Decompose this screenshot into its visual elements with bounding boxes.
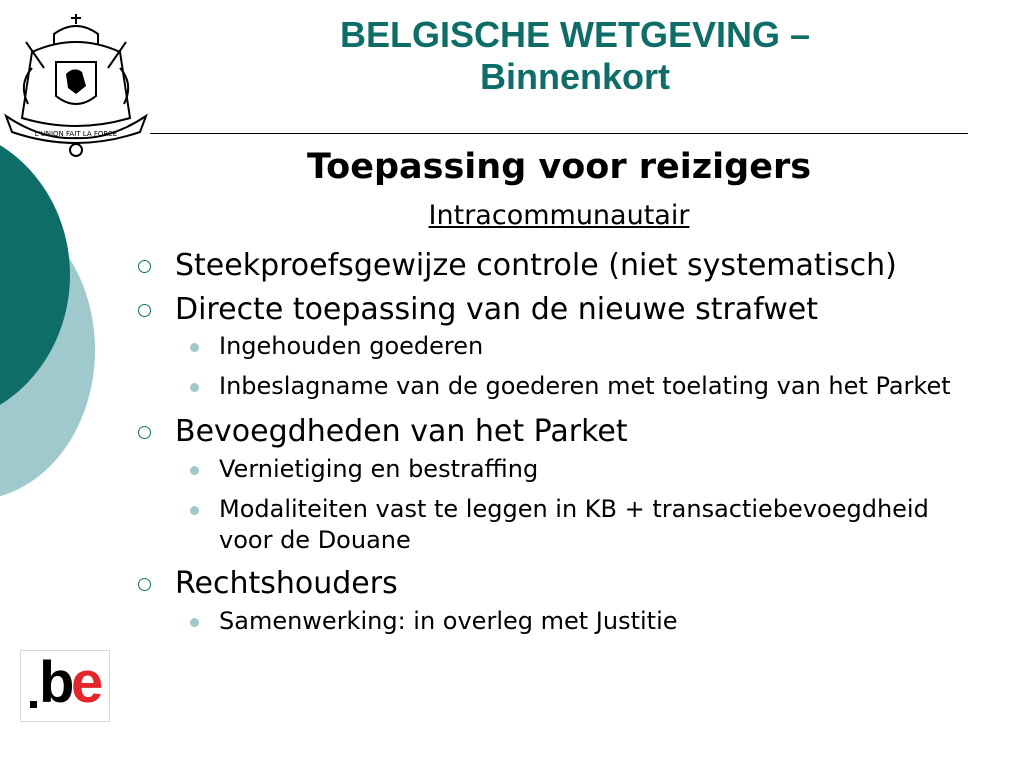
hollow-bullet-icon bbox=[138, 426, 151, 439]
sub-bullet-item bbox=[138, 606, 978, 637]
dot-bullet-icon bbox=[190, 466, 199, 475]
sub-bullet-item bbox=[138, 494, 978, 556]
bullet-item bbox=[138, 566, 978, 602]
sub-bullet-text: Samenwerking: in overleg met Justitie bbox=[219, 607, 678, 635]
bullet-text: Directe toepassing van de nieuwe strafwet bbox=[175, 292, 818, 327]
section-subheading: Intracommunautair bbox=[428, 200, 690, 231]
sub-bullet-text: Vernietiging en bestraffing bbox=[219, 455, 539, 483]
bullet-item bbox=[138, 248, 978, 284]
bullet-text: Bevoegdheden van het Parket bbox=[175, 414, 628, 449]
be-logo-e: e bbox=[71, 650, 104, 715]
bullet-text: Steekproefsgewijze controle (niet systematisch) bbox=[175, 248, 897, 283]
title-divider bbox=[150, 133, 968, 134]
hollow-bullet-icon bbox=[138, 304, 151, 317]
sub-bullet-item bbox=[138, 454, 978, 485]
sub-bullet-text: Ingehouden goederen bbox=[219, 332, 484, 360]
bullet-text: Rechtshouders bbox=[175, 566, 398, 601]
be-logo bbox=[20, 650, 110, 722]
dot-bullet-icon bbox=[190, 506, 199, 515]
be-logo-b: b bbox=[39, 650, 75, 715]
dot-bullet-icon bbox=[190, 618, 199, 627]
sub-bullet-item bbox=[138, 371, 978, 402]
dot-bullet-icon bbox=[190, 383, 199, 392]
dot-bullet-icon bbox=[190, 343, 199, 352]
sub-bullet-text: Modaliteiten vast te leggen in KB + transactiebevoegdheid voor de Douane bbox=[219, 495, 929, 554]
hollow-bullet-icon bbox=[138, 260, 151, 273]
bullet-item bbox=[138, 414, 978, 450]
bullet-item bbox=[138, 292, 978, 328]
be-logo-dot bbox=[30, 701, 37, 708]
motto-text: L'UNION FAIT LA FORCE bbox=[34, 130, 118, 138]
bullet-list bbox=[138, 248, 978, 637]
title-line-1: BELGISCHE WETGEVING – bbox=[339, 14, 811, 55]
belgian-coat-of-arms-icon bbox=[2, 8, 150, 158]
sub-bullet-item bbox=[138, 331, 978, 362]
title-line-2: Binnenkort bbox=[479, 56, 670, 97]
hollow-bullet-icon bbox=[138, 578, 151, 591]
slide-title bbox=[200, 14, 950, 98]
slide-subtitle: Toepassing voor reizigers bbox=[306, 147, 812, 187]
sub-bullet-text: Inbeslagname van de goederen met toelating van het Parket bbox=[219, 372, 951, 400]
